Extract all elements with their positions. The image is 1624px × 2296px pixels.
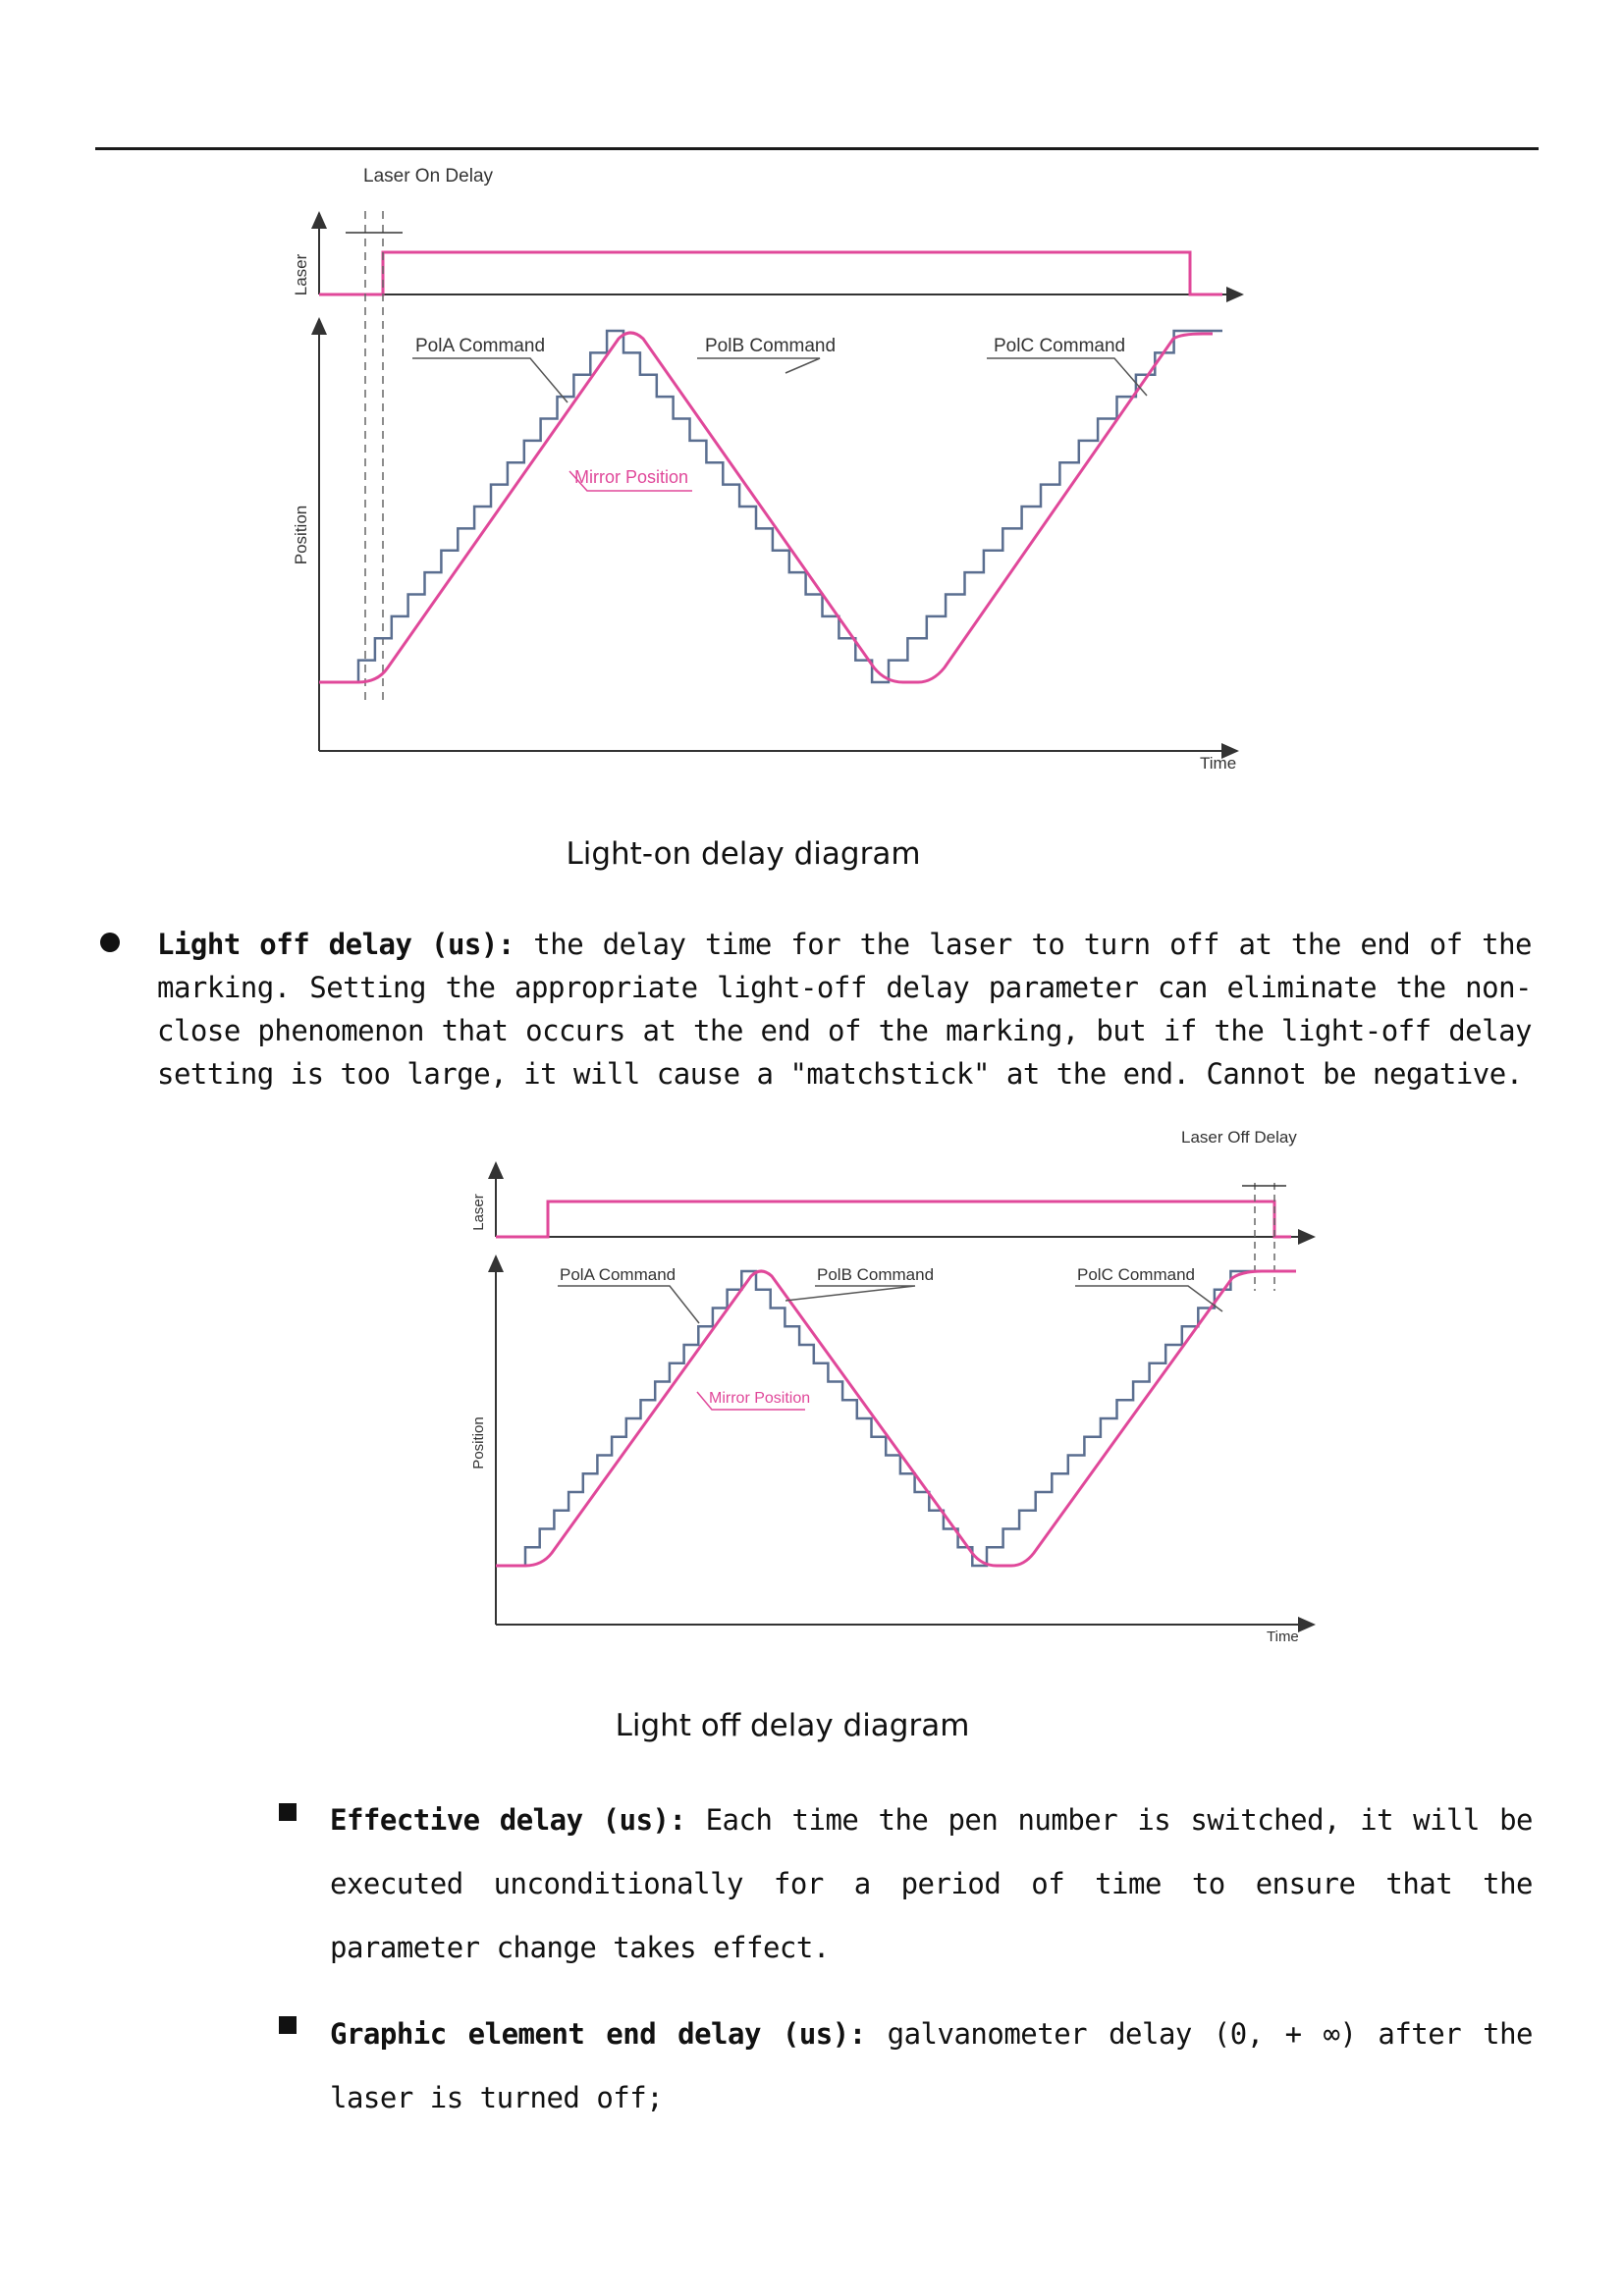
command-staircase	[319, 331, 1222, 682]
graphic-end-delay-paragraph	[330, 2002, 1533, 2130]
position-axis-label: Position	[470, 1416, 487, 1469]
light-on-delay-figure	[285, 152, 1247, 790]
position-axis-label: Position	[292, 505, 310, 565]
laser-on-delay-label: Laser On Delay	[363, 166, 494, 187]
polb-label: PolB Command	[705, 336, 837, 356]
polc-label: PolC Command	[994, 336, 1126, 356]
pola-label: PolA Command	[415, 336, 546, 356]
graphic-end-delay-text: galvanometer delay (0, + ∞) after the laser is turned off;	[330, 2017, 1533, 2114]
light-off-delay-paragraph	[157, 923, 1532, 1095]
time-axis-label: Time	[1200, 754, 1237, 773]
light-on-delay-diagram	[285, 152, 1247, 790]
bullet-dot	[100, 933, 120, 952]
laser-off-delay-label: Laser Off Delay	[1181, 1128, 1297, 1147]
pola-label: PolA Command	[560, 1265, 677, 1284]
laser-signal	[496, 1201, 1291, 1237]
light-off-caption: Light off delay diagram	[615, 1708, 970, 1743]
bullet-square	[279, 2016, 297, 2034]
mirror-position-curve	[496, 1271, 1296, 1566]
light-off-delay-term: Light off delay (us):	[157, 928, 514, 961]
command-staircase	[496, 1271, 1296, 1566]
light-off-delay-figure	[461, 1119, 1326, 1669]
time-axis-label: Time	[1267, 1629, 1299, 1645]
effective-delay-text: Each time the pen number is switched, it will be executed unconditionally for a period of time to ensure that the parameter change takes effect.	[330, 1803, 1534, 1964]
effective-delay-paragraph	[330, 1789, 1533, 1980]
laser-axis-label: Laser	[292, 253, 310, 296]
mirror-position-label: Mirror Position	[709, 1390, 811, 1407]
laser-axis-label: Laser	[470, 1194, 487, 1231]
laser-signal	[319, 252, 1222, 294]
mirror-position-curve	[319, 333, 1213, 682]
effective-delay-term: Effective delay (us):	[330, 1803, 686, 1837]
mirror-position-label: Mirror Position	[574, 467, 689, 487]
light-on-caption: Light-on delay diagram	[566, 836, 921, 872]
header-rule	[95, 147, 1539, 150]
bullet-square	[279, 1803, 297, 1821]
light-off-delay-text: the delay time for the laser to turn off at the end of the marking. Setting the appropriate light-off delay parameter can eliminate the non-close phenomenon that occurs at the end of the marking, but if the light-off delay setting is too large, it will cause a "matchstick" at the end. Cannot be negative.	[157, 928, 1532, 1091]
polb-label: PolB Command	[817, 1265, 935, 1284]
graphic-end-delay-term: Graphic element end delay (us):	[330, 2017, 866, 2051]
light-off-delay-diagram	[461, 1119, 1326, 1669]
polc-label: PolC Command	[1077, 1265, 1195, 1284]
